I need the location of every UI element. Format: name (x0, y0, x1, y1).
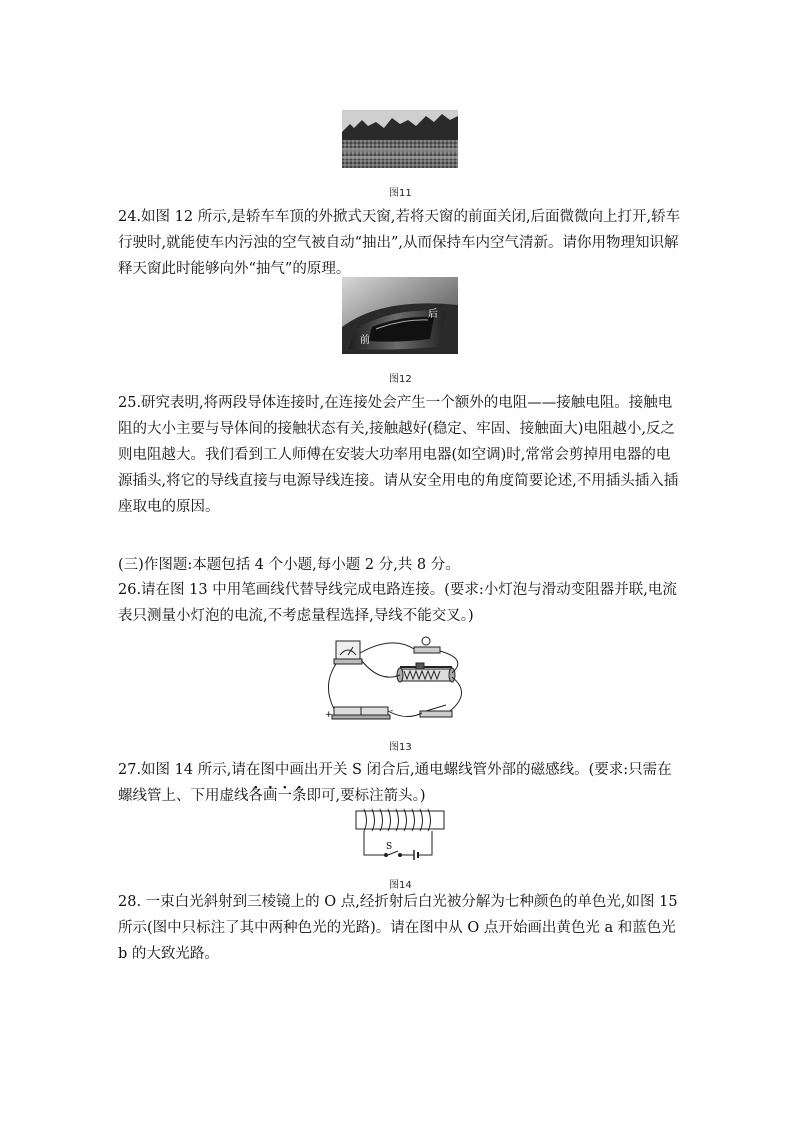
figure-11-caption: 图11 (389, 188, 412, 199)
question-27-text-b: 即可,要标注箭头。) (306, 788, 426, 804)
question-26: 26.请在图 13 中用笔画线代替导线完成电路连接。(要求:小灯泡与滑动变阻器并联,电流表只测量小灯泡的电流,不考虑量程选择,导线不能交叉。) (118, 582, 677, 624)
section-3-heading: (三)作图题:本题包括 4 个小题,每小题 2 分,共 8 分。 (118, 557, 460, 573)
figure-12-caption: 图12 (389, 374, 412, 385)
ammeter-icon (334, 641, 362, 664)
question-27 (118, 757, 684, 809)
figure-14-caption: 图14 (389, 880, 412, 891)
emphasis-char: 一 (277, 788, 292, 804)
switch-icon (420, 705, 452, 717)
label-plus: + (325, 710, 333, 720)
label-minus: - (390, 706, 394, 716)
battery-icon (332, 707, 390, 719)
emphasis-char: 条 (292, 788, 307, 804)
figure-14-solenoid (350, 807, 450, 865)
switch-label: S (386, 842, 393, 852)
question-27-text-a: 27.如图 14 所示,请在图中画出开关 S 闭合后,通电螺线管外部的磁感线。(要求:只需在螺线管上、下用虚线 (118, 762, 672, 804)
question-25: 25.研究表明,将两段导体连接时,在连接处会产生一个额外的电阻——接触电阻。接触电阻的大小主要与导体间的接触状态有关,接触越好(稳定、牢固、接触面大)电阻越小,反之则电阻越大。我们看到工人师傅在安装大功率用电器(如空调)时,常常会剪掉用电器的电源插头,将它的导线直接与电源导线连接。请从安全用电的角度简要论述,不用插头插入插座取电的原因。 (118, 395, 679, 515)
emphasis-char: 画 (263, 788, 278, 804)
question-28: 28. 一束白光斜射到三棱镜上的 O 点,经折射后白光被分解为七种颜色的单色光,如图 15 所示(图中只标注了其中两种色光的光路)。请在图中从 O 点开始画出黄色光 a 和蓝色光 b 的大致光路。 (118, 894, 678, 962)
figure-13-circuit (322, 633, 474, 723)
figure-12-photo (342, 277, 458, 354)
figure-13-caption: 图13 (389, 742, 412, 753)
label-back: 后 (428, 309, 438, 320)
figure-11-photo (342, 110, 458, 168)
emphasis-char: 各 (248, 788, 263, 804)
question-24: 24.如图 12 所示,是轿车车顶的外掀式天窗,若将天窗的前面关闭,后面微微向上打开,轿车行驶时,就能使车内污浊的空气被自动“抽出”,从而保持车内空气清新。请你用物理知识解释天窗此时能够向外“抽气”的原理。 (118, 209, 681, 277)
label-front: 前 (360, 335, 370, 346)
bulb-icon (414, 637, 440, 653)
rheostat-icon (397, 663, 455, 682)
